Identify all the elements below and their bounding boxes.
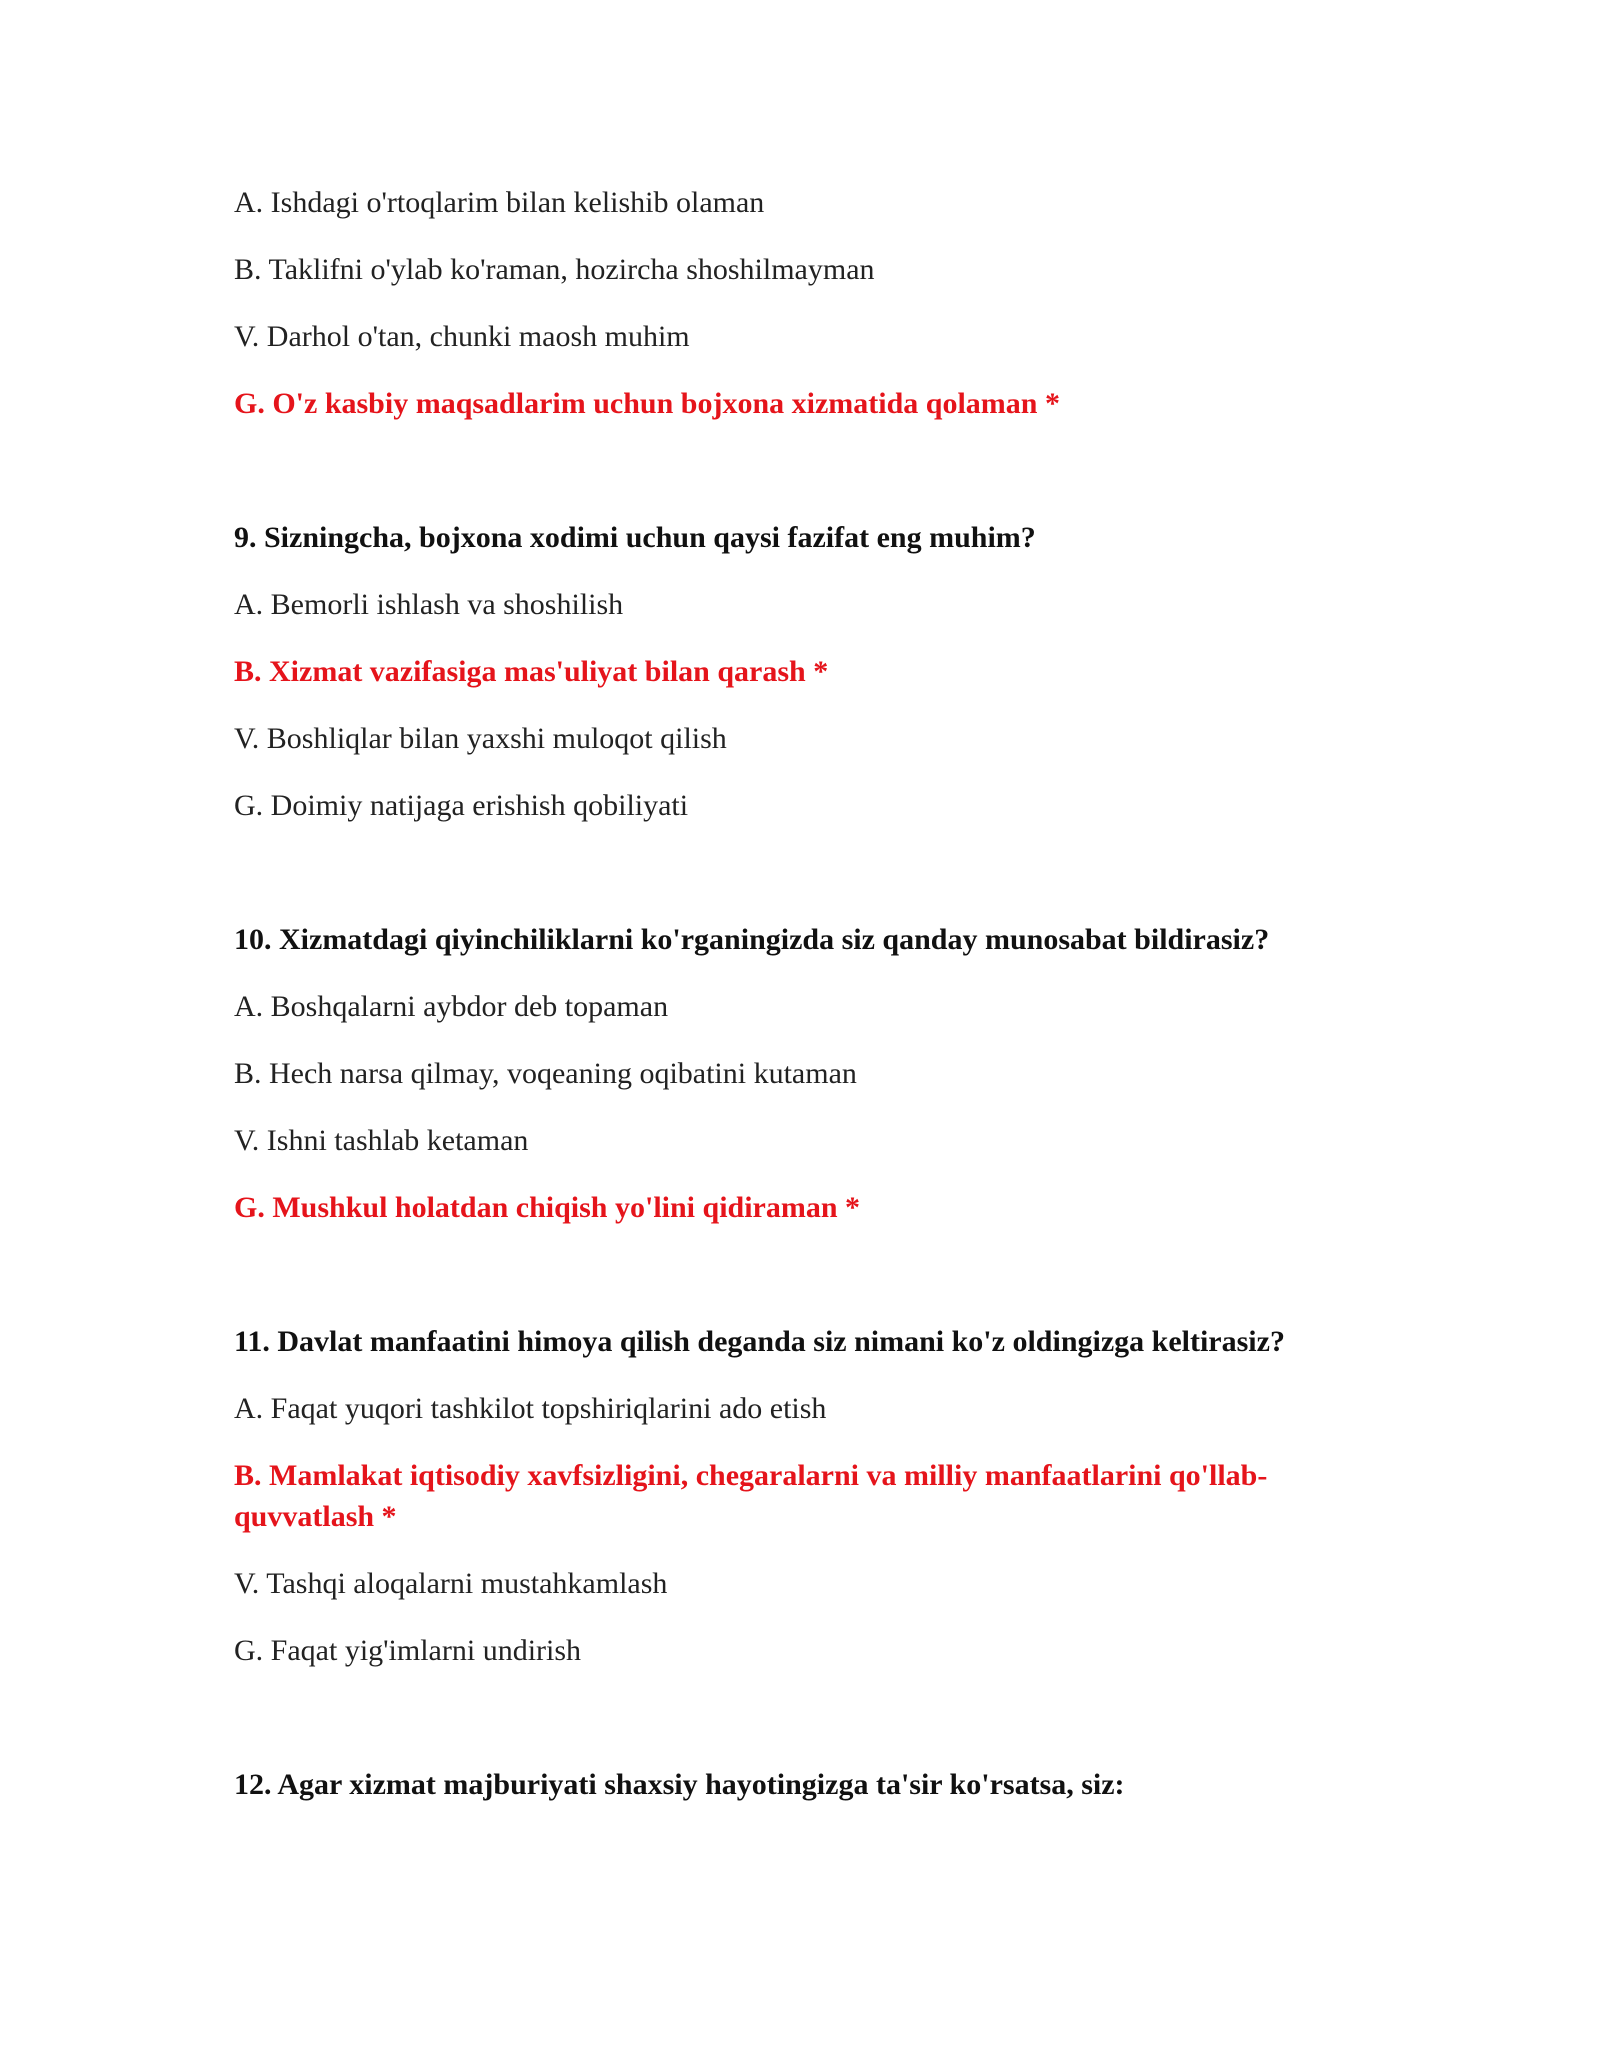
option-10v: V. Ishni tashlab ketaman (234, 1124, 529, 1157)
spacer (234, 1254, 1394, 1321)
option-11g: G. Faqat yig'imlarni undirish (234, 1634, 582, 1667)
question-10: 10. Xizmatdagi qiyinchiliklarni ko'rganingizda siz qanday munosabat bildirasiz? (234, 923, 1270, 956)
option-9g: G. Doimiy natijaga erishish qobiliyati (234, 789, 689, 822)
option-10a: A. Boshqalarni aybdor deb topaman (234, 990, 669, 1023)
option-8v: V. Darhol o'tan, chunki maosh muhim (234, 320, 690, 353)
option-8g-correct: G. O'z kasbiy maqsadlarim uchun bojxona xizmatida qolaman * (234, 387, 1060, 420)
option-9v: V. Boshliqlar bilan yaxshi muloqot qilish (234, 722, 727, 755)
option-9a: A. Bemorli ishlash va shoshilish (234, 588, 624, 621)
question-9: 9. Sizningcha, bojxona xodimi uchun qaysi fazifat eng muhim? (234, 521, 1036, 554)
option-10b: B. Hech narsa qilmay, voqeaning oqibatini kutaman (234, 1057, 857, 1090)
option-8b: B. Taklifni o'ylab ko'raman, hozircha shoshilmayman (234, 253, 875, 286)
spacer (234, 1697, 1394, 1764)
option-11v: V. Tashqi aloqalarni mustahkamlash (234, 1567, 668, 1600)
option-8a: A. Ishdagi o'rtoqlarim bilan kelishib olaman (234, 186, 765, 219)
option-10g-correct: G. Mushkul holatdan chiqish yo'lini qidiraman * (234, 1191, 861, 1224)
spacer (234, 852, 1394, 919)
quiz-content (234, 182, 1394, 1831)
option-11b-correct: B. Mamlakat iqtisodiy xavfsizligini, chegaralarni va milliy manfaatlarini qo'llab-quvvatlash * (234, 1459, 1268, 1533)
question-12: 12. Agar xizmat majburiyati shaxsiy hayotingizga ta'sir ko'rsatsa, siz: (234, 1768, 1125, 1801)
spacer (234, 450, 1394, 517)
option-9b-correct: B. Xizmat vazifasiga mas'uliyat bilan qarash * (234, 655, 829, 688)
question-11: 11. Davlat manfaatini himoya qilish deganda siz nimani ko'z oldingizga keltirasiz? (234, 1325, 1285, 1358)
option-11a: A. Faqat yuqori tashkilot topshiriqlarini ado etish (234, 1392, 827, 1425)
